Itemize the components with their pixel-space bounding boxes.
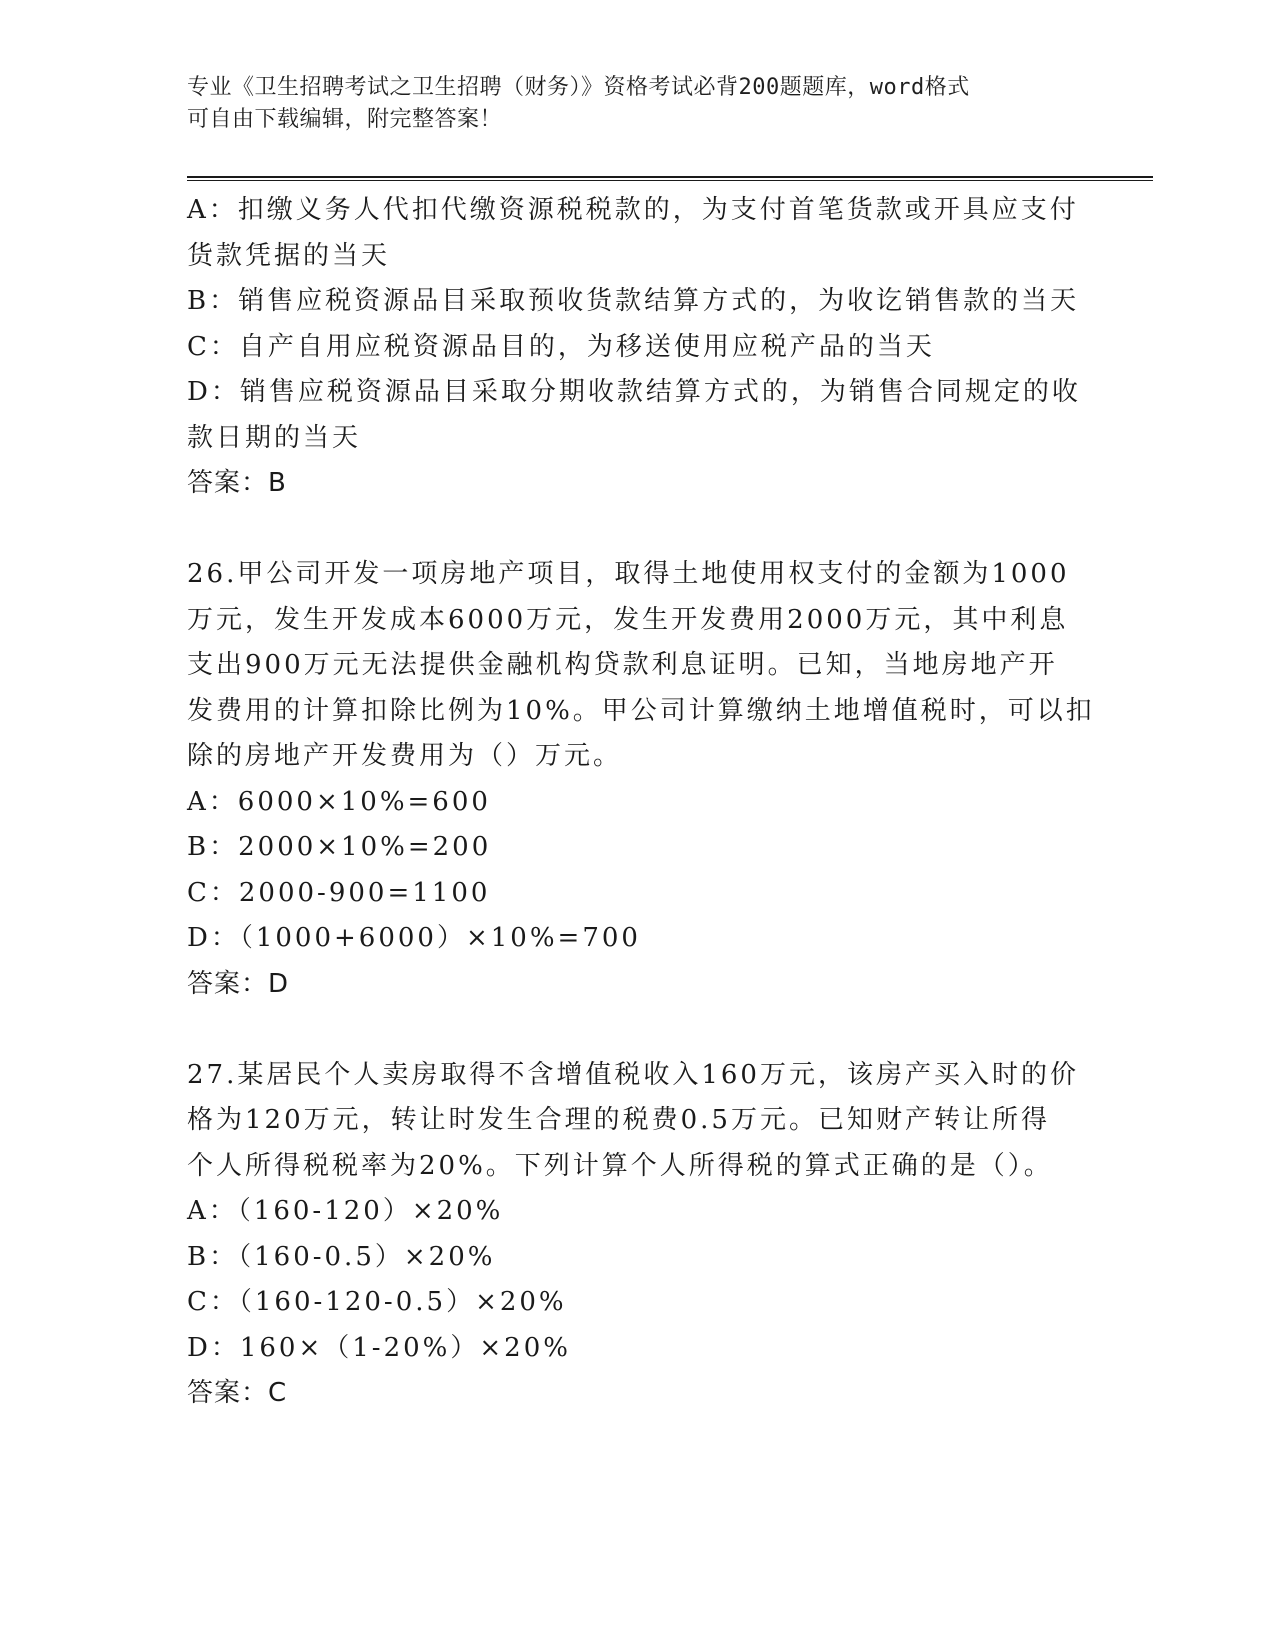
q25-option-d-line-2: 款日期的当天: [187, 422, 362, 453]
q27-stem-line-1: 27.某居民个人卖房取得不含增值税收入160万元，该房产买入时的价: [187, 1059, 1079, 1090]
q27-stem-line-2: 格为120万元，转让时发生合理的税费0.5万元。已知财产转让所得: [187, 1105, 1050, 1135]
q26-option-d: D：（1000+6000）×10%=700: [187, 923, 641, 953]
question-27-block: [187, 1053, 1087, 1417]
q27-answer: 答案：C: [187, 1378, 288, 1408]
q26-option-a: A：6000×10%=600: [187, 786, 491, 817]
q26-stem-line-2: 万元，发生开发成本6000万元，发生开发费用2000万元，其中利息: [187, 604, 1069, 635]
spacer: [187, 507, 1087, 553]
spacer: [187, 1007, 1087, 1053]
header-title-line-1: 专业《卫生招聘考试之卫生招聘（财务）》资格考试必背200题题库，word格式: [187, 75, 970, 100]
q25-option-a-line-2: 货款凭据的当天: [187, 240, 391, 271]
question-26-block: [187, 552, 1095, 1007]
q26-answer: 答案：D: [187, 968, 290, 999]
q27-option-c: C：（160-120-0.5）×20%: [187, 1287, 567, 1317]
q26-stem-line-1: 26.甲公司开发一项房地产项目，取得土地使用权支付的金额为1000: [187, 559, 1070, 589]
q25-option-b: B：销售应税资源品目采取预收货款结算方式的，为收讫销售款的当天: [187, 286, 1080, 316]
q26-stem-line-3: 支出900万元无法提供金融机构贷款利息证明。已知，当地房地产开: [187, 650, 1058, 680]
question-25-block: [187, 188, 1087, 507]
q27-stem-line-3: 个人所得税税率为20%。下列计算个人所得税的算式正确的是（）。: [187, 1150, 1053, 1181]
q25-option-d-line-1: D：销售应税资源品目采取分期收款结算方式的，为销售合同规定的收: [187, 377, 1081, 407]
header-title-line-2: 可自由下载编辑，附完整答案！: [187, 107, 503, 132]
q27-option-d: D：160×（1-20%）×20%: [187, 1332, 571, 1363]
q26-option-c: C：2000-900=1100: [187, 877, 491, 908]
q27-option-b: B：（160-0.5）×20%: [187, 1241, 496, 1272]
header-divider: [187, 176, 1153, 181]
document-header: [187, 72, 1067, 136]
q26-stem-line-4: 发费用的计算扣除比例为10%。甲公司计算缴纳土地增值税时，可以扣: [187, 695, 1095, 726]
q26-stem-line-5: 除的房地产开发费用为（）万元。: [187, 741, 623, 771]
q25-option-a-line-1: A：扣缴义务人代扣代缴资源税税款的，为支付首笔货款或开具应支付: [187, 195, 1079, 225]
q26-option-b: B：2000×10%=200: [187, 832, 492, 862]
q27-option-a: A：（160-120）×20%: [187, 1196, 504, 1226]
q25-answer: 答案：B: [187, 468, 287, 498]
question-content: [187, 188, 1095, 1417]
q25-option-c: C：自产自用应税资源品目的，为移送使用应税产品的当天: [187, 331, 935, 362]
